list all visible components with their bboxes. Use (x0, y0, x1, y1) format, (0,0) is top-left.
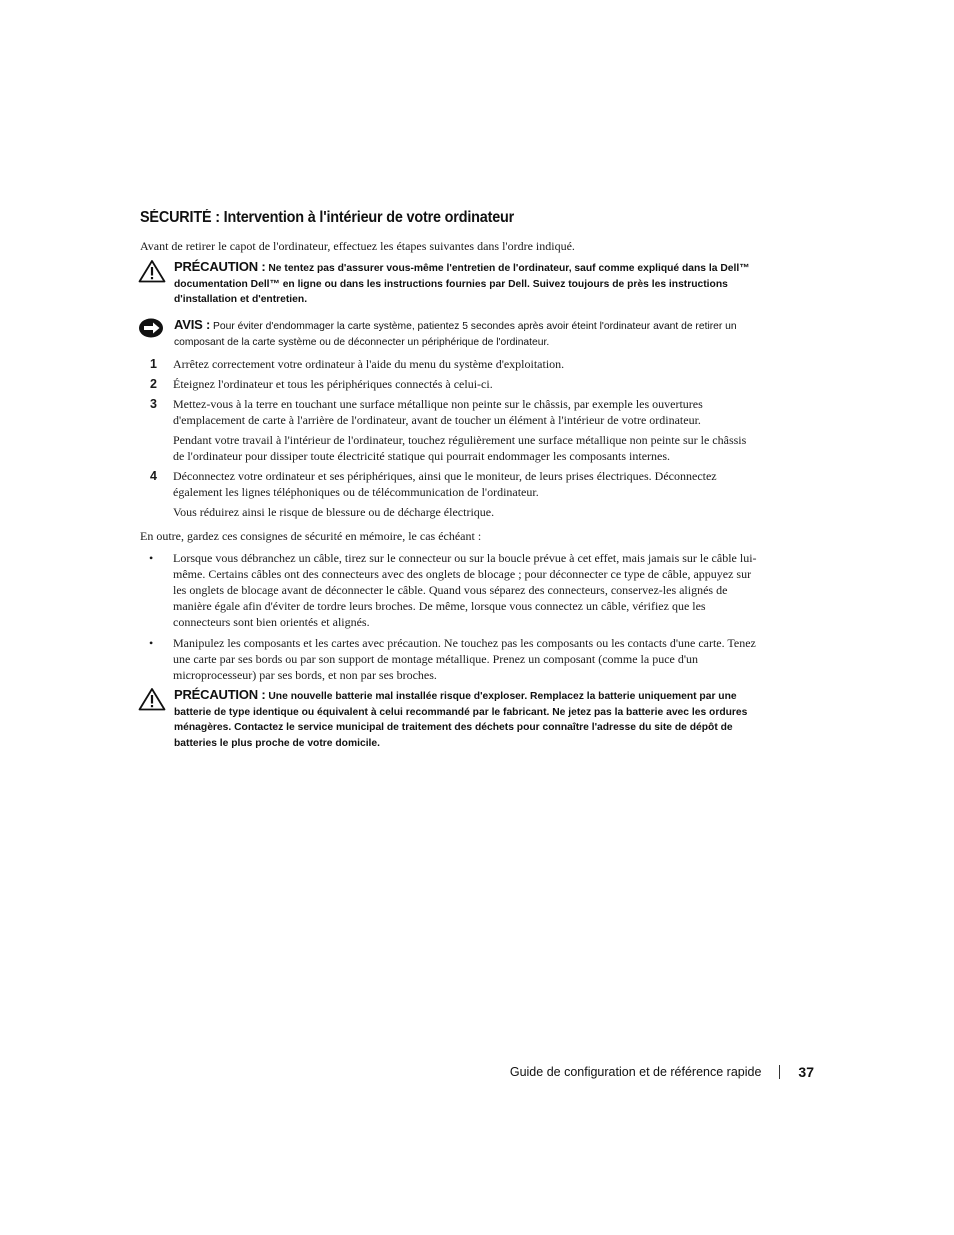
step-text: Éteignez l'ordinateur et tous les périphériques connectés à celui-ci. (173, 377, 493, 391)
step-extra-text: Pendant votre travail à l'intérieur de l'ordinateur, touchez régulièrement une surface métallique non peinte sur le châssis de l'ordinateur pour dissiper toute électricité statique qui pourrait endommager les composants internes. (173, 433, 747, 463)
list-item (140, 396, 760, 464)
caution-label: PRÉCAUTION : (174, 687, 266, 702)
footer-divider (779, 1065, 780, 1079)
step-extra-text: Vous réduirez ainsi le risque de blessure ou de décharge électrique. (173, 505, 495, 519)
also-text: En outre, gardez ces consignes de sécurité en mémoire, le cas échéant : (140, 529, 482, 543)
bullet-symbol: • (149, 551, 154, 565)
caution-block-1 (138, 259, 758, 308)
list-item (140, 356, 760, 372)
list-item (140, 635, 760, 683)
caution-text: Ne tentez pas d'assurer vous-même l'entretien de l'ordinateur, sauf comme expliqué dans la Dell™ documentation Dell™ en ligne ou dans les instructions fournies par Dell. Suivez toujours de près les instructions d'installation et d'entretien. (174, 263, 750, 305)
step-number: 3 (150, 397, 157, 411)
caution-text: Une nouvelle batterie mal installée risque d'exploser. Remplacez la batterie uniquement par une batterie de type identique ou équivalent à celui recommandé par le fabricant. Ne jetez pas la batterie avec les ordures ménagères. Contactez le service municipal de traitement des déchets pour connaître l'adresse du site de dépôt de batteries le plus proche de votre domicile. (174, 691, 748, 749)
intro-paragraph: Avant de retirer le capot de l'ordinateur, effectuez les étapes suivantes dans l'ordre indiqué. (140, 239, 575, 253)
bullet-text: Lorsque vous débranchez un câble, tirez sur le connecteur ou sur la boucle prévue à cet effet, mais jamais sur le câble lui-même. Certains câbles ont des connecteurs avec des onglets de blocage ; pour déconnecter ce type de câble, appuyez sur les onglets de blocage avant de déconnecter le câble. Quand vous séparez des connecteurs, conservez-les alignés de manière égale afin d'éviter de tordre leurs broches. De même, lorsque vous connectez un câble, vérifiez que les connecteurs sont bien orientés et alignés. (173, 551, 757, 629)
caution-block-2 (138, 687, 758, 751)
step-text: Arrêtez correctement votre ordinateur à l'aide du menu du système d'exploitation. (173, 357, 565, 371)
warning-triangle-icon (138, 687, 166, 711)
list-item (140, 468, 760, 520)
section-heading: SÉCURITÉ : Intervention à l'intérieur de votre ordinateur (140, 209, 515, 226)
warning-triangle-icon (138, 259, 166, 283)
bullet-text: Manipulez les composants et les cartes avec précaution. Ne touchez pas les composants ou les contacts d'une carte. Tenez une carte par ses bords ou par son support de montage métallique. Prenez un composant (comme la puce d'un microprocesseur) par ses bords, et non par ses broches. (173, 636, 756, 682)
bullet-list (140, 550, 760, 688)
caution-label: PRÉCAUTION : (174, 259, 266, 274)
steps-list (140, 356, 760, 524)
notice-label: AVIS : (174, 317, 211, 332)
bullet-symbol: • (149, 636, 154, 650)
step-number: 2 (150, 377, 157, 391)
list-item (140, 550, 760, 630)
page-footer (510, 1062, 814, 1082)
step-text: Déconnectez votre ordinateur et ses périphériques, ainsi que le moniteur, de leurs prises électriques. Déconnectez également les lignes téléphoniques ou de télécommunication de l'ordinateur. (173, 469, 717, 499)
notice-arrow-icon (138, 317, 166, 341)
notice-block (138, 317, 758, 350)
page-number: 37 (798, 1064, 814, 1080)
list-item (140, 376, 760, 392)
step-number: 1 (150, 357, 157, 371)
footer-title: Guide de configuration et de référence rapide (509, 1065, 762, 1079)
step-text: Mettez-vous à la terre en touchant une surface métallique non peinte sur le châssis, par exemple les ouvertures d'emplacement de carte à l'arrière de l'ordinateur, avant de toucher un élément à l'intérieur de votre ordinateur. (173, 397, 703, 427)
notice-text: Pour éviter d'endommager la carte système, patientez 5 secondes après avoir éteint l'ordinateur avant de retirer un composant de la carte système ou de déconnecter un périphérique de l'ordinateur. (174, 321, 737, 348)
step-number: 4 (150, 469, 157, 483)
also-paragraph (140, 528, 760, 544)
